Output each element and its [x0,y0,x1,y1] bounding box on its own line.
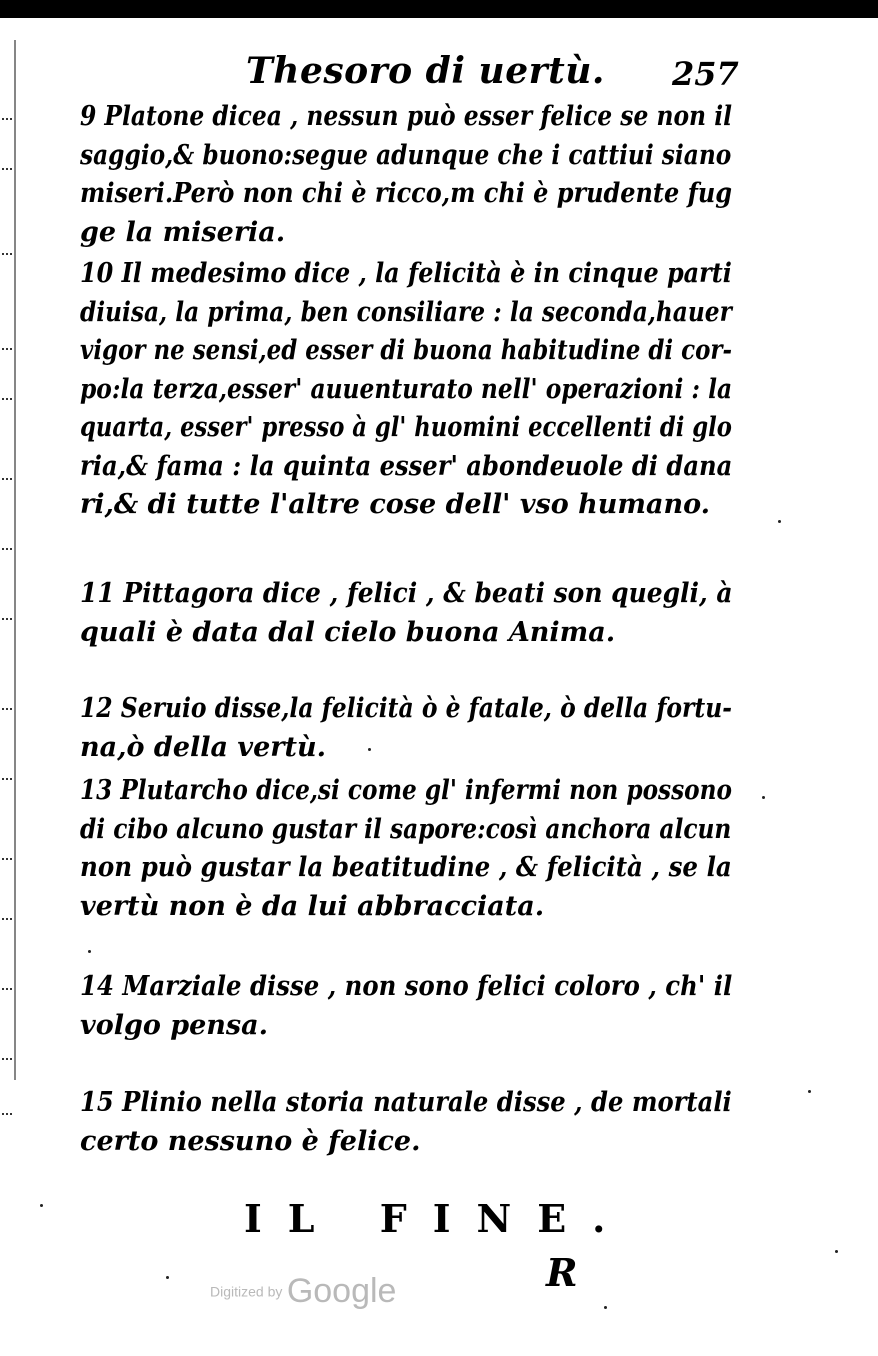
gutter-mark [2,398,12,406]
gutter-mark [2,858,12,866]
text-line: 10 Il medesimo dice , la felicità è in cinque parti [80,258,732,289]
watermark-brand: Google [286,1272,397,1310]
gutter-mark [2,1058,12,1066]
text-line: miseri.Però non chi è ricco,m chi è prudente fug [80,178,733,209]
gutter-mark [2,548,12,556]
entry-13 [80,772,730,926]
gutter-mark [2,478,12,486]
text-line: non può gustar la beatitudine , & felicità , se la [80,852,732,883]
ink-speck [835,1250,838,1253]
gutter-mark [2,618,12,626]
entry-14 [80,968,733,1045]
gutter-mark [2,253,12,261]
entry-11 [80,575,733,652]
text-line: quali è data dal cielo buona Anima. [80,616,616,648]
ink-speck [166,1276,169,1279]
watermark-prefix: Digitized by [210,1283,283,1300]
entry-9 [80,98,733,252]
ink-speck [368,748,371,751]
ink-speck [40,1204,43,1207]
running-header-title: Thesoro di uertù. [246,50,605,92]
text-line: ria,& fama : la quinta esser' abondeuole di dana [80,450,733,482]
gutter-mark [2,708,12,716]
text-line: 11 Pittagora dice , felici , & beati son quegli, à [80,578,733,609]
entry-12 [80,690,730,767]
gutter-mark [2,348,12,356]
digitization-watermark [210,1272,396,1311]
text-line: saggio,& buono:segue adunque che i cattiui siano [80,139,732,171]
text-line: certo nessuno è felice. [80,1125,421,1157]
text-line: vigor ne sensi,ed esser di buona habitudine di cor- [80,335,733,366]
ink-speck [604,1306,607,1309]
ink-speck [762,796,765,799]
catchword: R [546,1250,578,1295]
text-line: 14 Marziale disse , non sono felici coloro , ch' il [80,971,733,1002]
text-line: quarta, esser' presso à gl' huomini eccellenti di glo [80,412,732,443]
gutter-mark [2,778,12,786]
gutter-edge-line [14,40,16,1080]
page-gutter [0,18,22,1118]
page-number: 257 [672,55,739,93]
text-line: di cibo alcuno gustar il sapore:così anchora alcun [80,813,732,845]
gutter-mark [2,988,12,996]
entry-10 [80,255,733,525]
text-line: po:la terza,esser' auuenturato nell' operazioni : la [80,373,733,405]
ink-speck [808,1090,811,1093]
text-line: 13 Plutarcho dice,si come gl' infermi non possono [80,775,732,806]
gutter-mark [2,168,12,176]
text-line: ge la miseria. [80,216,286,248]
text-line: na,ò della vertù. [80,731,326,763]
gutter-mark [2,918,12,926]
scan-top-border [0,0,878,18]
text-line: volgo pensa. [80,1009,269,1041]
ink-speck [88,950,91,953]
gutter-mark [2,1113,12,1121]
entry-15 [80,1084,730,1161]
text-line: 15 Plinio nella storia naturale disse , de mortali [80,1087,732,1118]
text-line: 12 Seruio disse,la felicità ò è fatale, ò della fortu- [80,693,732,724]
text-line: 9 Platone dicea , nessun può esser felice se non il [80,101,732,132]
text-line: vertù non è da lui abbracciata. [80,890,545,922]
text-line: diuisa, la prima, ben consiliare : la seconda,hauer [80,296,732,328]
closing-text: IL FINE. [244,1196,632,1241]
ink-speck [778,520,781,523]
gutter-mark [2,118,12,126]
text-line: ri,& di tutte l'altre cose dell' vso humano. [80,489,711,520]
